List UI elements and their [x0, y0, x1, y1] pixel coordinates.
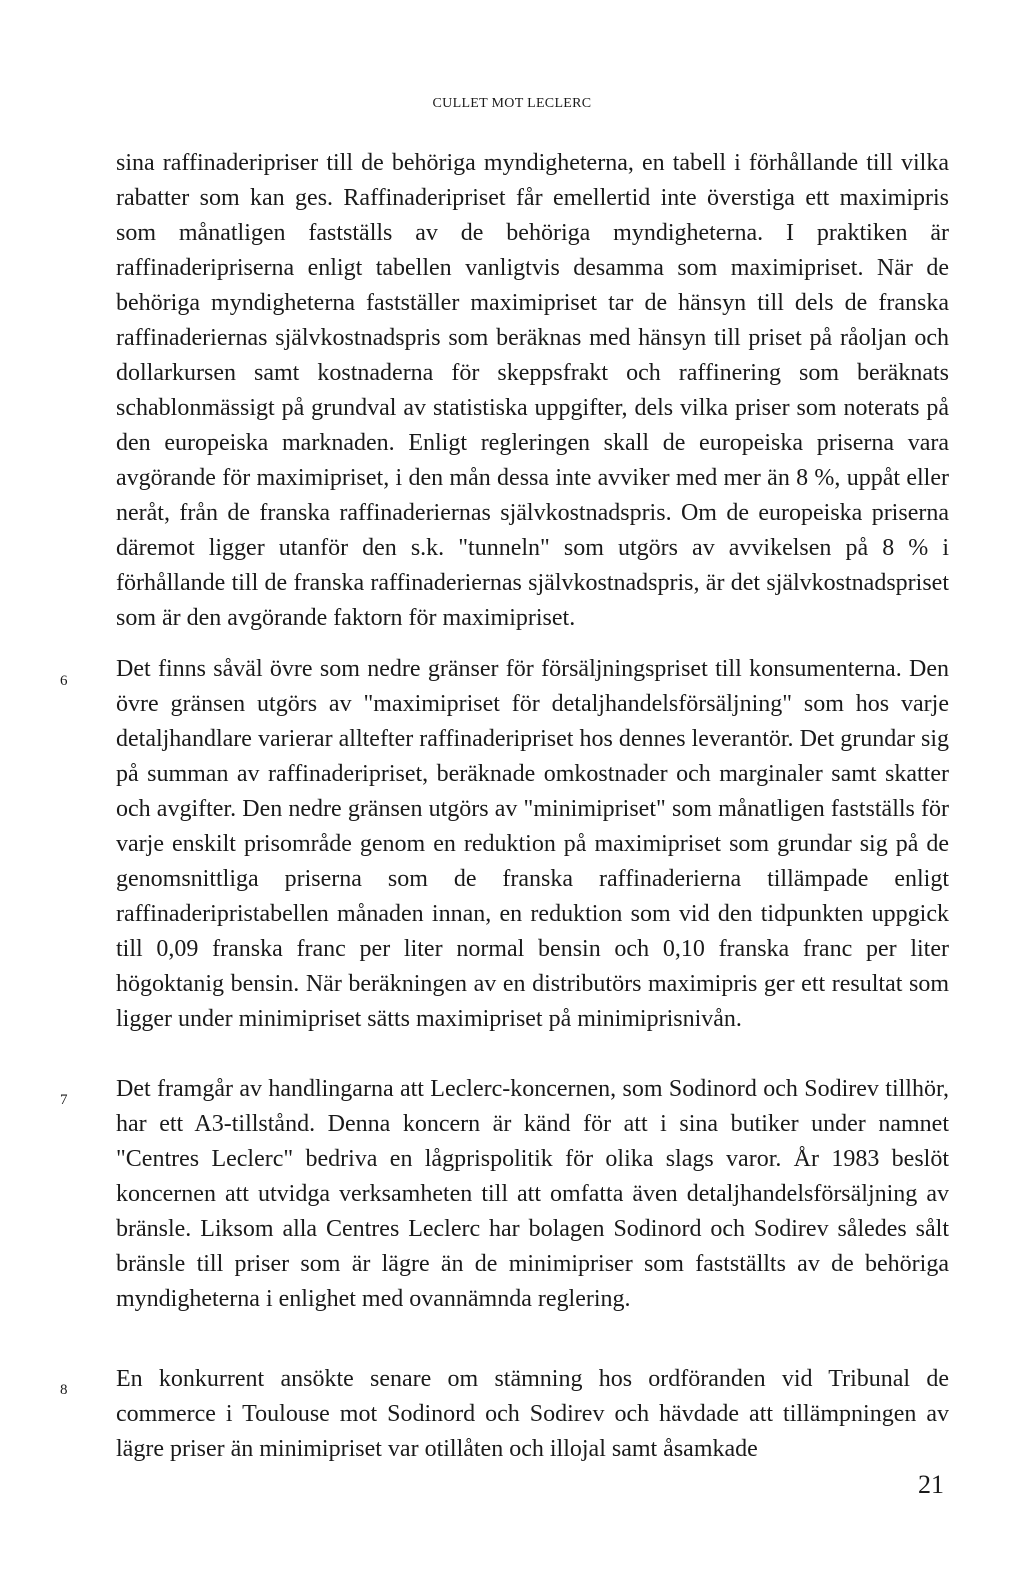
paragraph-8: En konkurrent ansökte senare om stämning hos ordföranden vid Tribunal de commerce i Toulouse mot Sodinord och Sodirev och hävdade att tillämpningen av lägre priser än minimipriset var otillåten och illojal samt åsamkade: [116, 1366, 949, 1462]
paragraph-number-8: 8: [60, 1382, 68, 1398]
page-number: 21: [918, 1470, 944, 1499]
paragraph-6: Det finns såväl övre som nedre gränser för försäljningspriset till konsumenterna. Den övre gränsen utgörs av "maximipriset för detaljhandelsförsäljning" som hos varje detaljhandlare varierar alltefter raffinaderipriset hos dennes leverantör. Det grundar sig på summan av raffinaderipriset, beräknade omkostnader och marginaler samt skatter och avgifter. Den nedre gränsen utgörs av "minimipriset" som månatligen fastställs för varje enskilt prisområde genom en reduktion på maximipriset som grundar sig på de genomsnittliga priserna som de franska raffinaderierna tillämpade enligt raffinaderipristabellen månaden innan, en reduktion som vid den tidpunkten uppgick till 0,09 franska franc per liter normal bensin och 0,10 franska franc per liter högoktanig bensin. När beräkningen av en distributörs maximipris ger ett resultat som ligger under minimipriset sätts maximipriset på minimiprisnivån.: [116, 656, 949, 1032]
running-header: CULLET MOT LECLERC: [432, 96, 592, 111]
paragraph-number-7: 7: [60, 1092, 68, 1108]
paragraph-number-6: 6: [60, 673, 68, 689]
paragraph-continued: sina raffinaderipriser till de behöriga myndigheterna, en tabell i förhållande till vilka rabatter som kan ges. Raffinaderipriset får emellertid inte överstiga ett maximipris som månatligen fastställs av de behöriga myndigheterna. I praktiken är raffinaderipriserna enligt tabellen vanligtvis desamma som maximipriset. När de behöriga myndigheterna fastställer maximipriset tar de hänsyn till dels de franska raffinaderiernas självkostnadspris som beräknas med hänsyn till priset på råoljan och dollarkursen samt kostnaderna för skeppsfrakt och raffinering som beräknats schablonmässigt på grundval av statistiska uppgifter, dels vilka priser som noterats på den europeiska marknaden. Enligt regleringen skall de europeiska priserna vara avgörande för maximipriset, i den mån dessa inte avviker med mer än 8 %, uppåt eller neråt, från de franska raffinaderiernas självkostnadspris. Om de europeiska priserna däremot ligger utanför den s.k. "tunneln" som utgörs av avvikelsen på 8 % i förhållande till de franska raffinaderiernas självkostnadspris, är det självkostnadspriset som är den avgörande faktorn för maximipriset.: [116, 150, 949, 631]
paragraph-7: Det framgår av handlingarna att Leclerc-koncernen, som Sodinord och Sodirev tillhör, har ett A3-tillstånd. Denna koncern är känd för att i sina butiker under namnet "Centres Leclerc" bedriva en lågprispolitik för olika slags varor. År 1983 beslöt koncernen att utvidga verksamheten till att omfatta även detaljhandelsförsäljning av bränsle. Liksom alla Centres Leclerc har bolagen Sodinord och Sodirev således sålt bränsle till priser som är lägre än de minimipriser som fastställts av de behöriga myndigheterna i enlighet med ovannämnda reglering.: [116, 1076, 949, 1312]
